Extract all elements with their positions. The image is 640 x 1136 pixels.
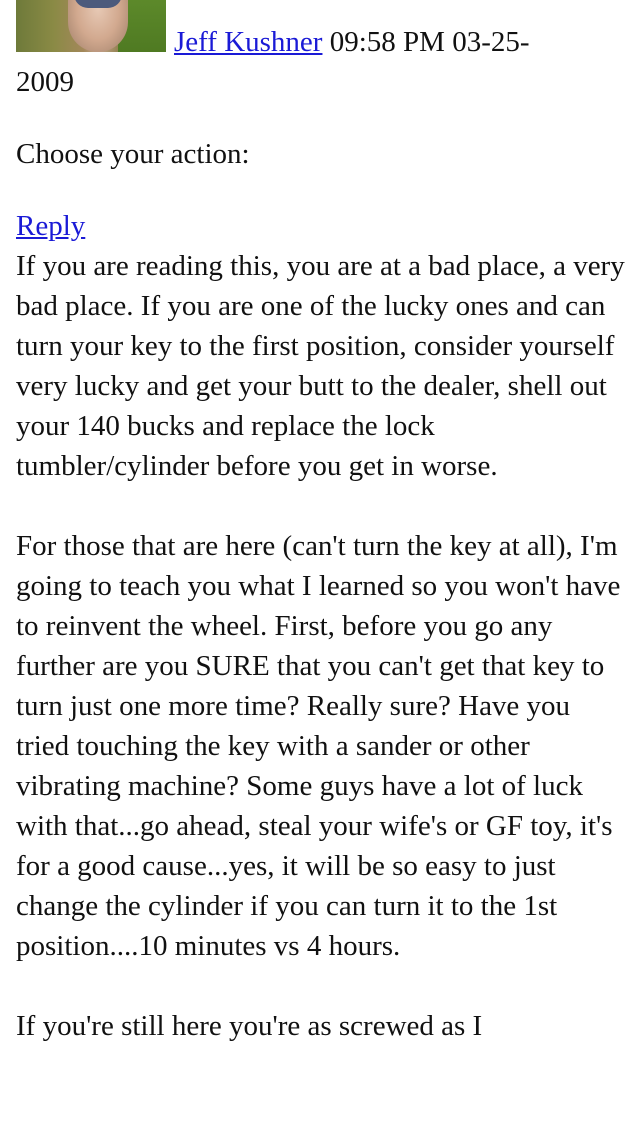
post-time: 09:58 PM 03-25- — [329, 26, 530, 58]
byline — [174, 22, 530, 62]
author-avatar[interactable] — [16, 0, 166, 52]
post-header — [16, 0, 628, 100]
post-paragraph: For those that are here (can't turn the key at all), I'm going to teach you what I learned so you won't have to reinvent the wheel. First, before you go any further are you SURE that you can't get that key to turn just one more time? Really sure? Have you tried touching the key with a sander or other vibrating machine? Some guys have a lot of luck with that...go ahead, steal your wife's or GF toy, it's for a good cause...yes, it will be so easy to just change the cylinder if you can turn it to the 1st position....10 minutes vs 4 hours. — [16, 530, 621, 962]
post-paragraph: If you are reading this, you are at a bad place, a very bad place. If you are one of the lucky ones and can turn your key to the first position, consider yourself very lucky and get your butt to the dealer, shell out your 140 bucks and replace the lock tumbler/cylinder before you get in worse. — [16, 250, 625, 482]
reply-link[interactable]: Reply — [16, 210, 86, 242]
post-paragraph: If you're still here you're as screwed as I — [16, 1010, 483, 1042]
choose-action-label: Choose your action: — [16, 138, 250, 170]
post-body — [16, 246, 628, 1086]
reply-link-wrap — [16, 206, 85, 246]
post-year: 2009 — [16, 66, 74, 98]
author-link[interactable]: Jeff Kushner — [174, 26, 323, 58]
forum-post — [16, 0, 628, 1042]
